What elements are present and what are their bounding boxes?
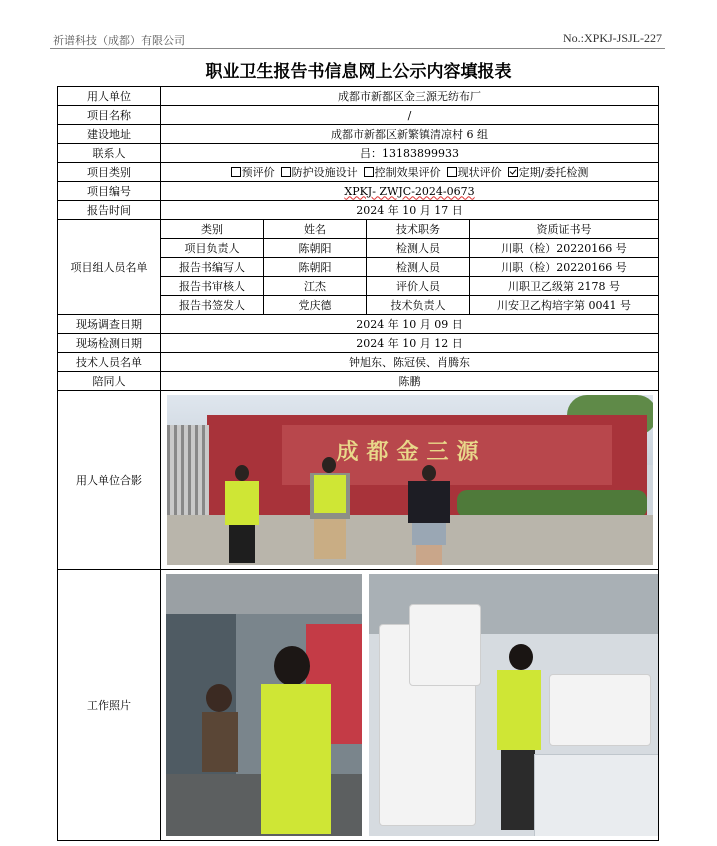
member-cert: 川职（检）20220166 号 (470, 258, 659, 277)
team-header-name: 姓名 (264, 220, 367, 239)
checkbox-icon (281, 167, 291, 177)
option-label: 现状评价 (457, 165, 502, 179)
option-status-evaluation[interactable] (447, 166, 502, 179)
technicians-value: 钟旭东、陈冠侯、肖腾东 (161, 353, 659, 372)
row-project-type (58, 163, 659, 182)
page-title: 职业卫生报告书信息网上公示内容填报表 (205, 62, 512, 82)
row-project-no (58, 182, 659, 201)
project-no-text: XPKJ- ZWJC-2024-0673 (344, 184, 475, 198)
report-date-value: 2024 年 10 月 17 日 (161, 201, 659, 220)
row-escort (58, 372, 659, 391)
work-photos-cell (161, 570, 659, 841)
row-employer (58, 87, 659, 106)
group-photo-label: 用人单位合影 (58, 391, 161, 570)
row-address (58, 125, 659, 144)
escort-label: 陪同人 (58, 372, 161, 391)
team-label: 项目组人员名单 (58, 220, 161, 315)
project-name-label: 项目名称 (58, 106, 161, 125)
member-category: 报告书签发人 (161, 296, 264, 315)
row-work-photos (58, 570, 659, 841)
inspection-date-value: 2024 年 10 月 12 日 (161, 334, 659, 353)
row-team-header (58, 220, 659, 239)
member-name: 江杰 (264, 277, 367, 296)
employer-value: 成都市新都区金三源无纺布厂 (161, 87, 659, 106)
employer-label: 用人单位 (58, 87, 161, 106)
member-title: 技术负责人 (367, 296, 470, 315)
option-label: 预评价 (241, 165, 275, 179)
header-divider (50, 48, 665, 49)
checkbox-icon (364, 167, 374, 177)
option-periodic-inspection[interactable] (508, 166, 589, 179)
group-photo (167, 395, 653, 565)
project-no-label: 项目编号 (58, 182, 161, 201)
company-name: 祈谱科技（成都）有限公司 (53, 34, 185, 47)
checkbox-icon (447, 167, 457, 177)
group-photo-cell (161, 391, 659, 570)
project-no-value (161, 182, 659, 201)
report-date-label: 报告时间 (58, 201, 161, 220)
option-label: 防护设施设计 (291, 165, 358, 179)
checked-checkbox-icon (508, 167, 518, 177)
member-name: 党庆德 (264, 296, 367, 315)
checkbox-icon (231, 167, 241, 177)
member-title: 检测人员 (367, 258, 470, 277)
work-photo-1 (166, 574, 362, 836)
address-value: 成都市新都区新繁镇清凉村 6 组 (161, 125, 659, 144)
row-project-name (58, 106, 659, 125)
option-label: 控制效果评价 (374, 165, 441, 179)
factory-sign: 成都金三源 (336, 440, 487, 465)
address-label: 建设地址 (58, 125, 161, 144)
project-name-value: / (161, 106, 659, 125)
survey-date-value: 2024 年 10 月 09 日 (161, 315, 659, 334)
member-category: 报告书审核人 (161, 277, 264, 296)
row-survey-date (58, 315, 659, 334)
option-label: 定期/委托检测 (518, 165, 589, 179)
member-cert: 川安卫乙构培字第 0041 号 (470, 296, 659, 315)
row-contact (58, 144, 659, 163)
team-header-title: 技术职务 (367, 220, 470, 239)
contact-value: 吕：13183899933 (161, 144, 659, 163)
row-report-date (58, 201, 659, 220)
survey-date-label: 现场调查日期 (58, 315, 161, 334)
contact-label: 联系人 (58, 144, 161, 163)
row-group-photo (58, 391, 659, 570)
member-cert: 川职（检）20220166 号 (470, 239, 659, 258)
option-protection-design[interactable] (281, 166, 358, 179)
option-control-effect[interactable] (364, 166, 441, 179)
member-cert: 川职卫乙级第 2178 号 (470, 277, 659, 296)
row-inspection-date (58, 334, 659, 353)
member-name: 陈朝阳 (264, 258, 367, 277)
member-title: 检测人员 (367, 239, 470, 258)
work-photos-label: 工作照片 (58, 570, 161, 841)
member-name: 陈朝阳 (264, 239, 367, 258)
member-title: 评价人员 (367, 277, 470, 296)
escort-value: 陈鹏 (161, 372, 659, 391)
team-header-category: 类别 (161, 220, 264, 239)
document-number: No.:XPKJ-JSJL-227 (562, 31, 662, 45)
project-type-label: 项目类别 (58, 163, 161, 182)
member-category: 报告书编写人 (161, 258, 264, 277)
work-photo-2 (369, 574, 658, 836)
row-technicians (58, 353, 659, 372)
inspection-date-label: 现场检测日期 (58, 334, 161, 353)
member-category: 项目负责人 (161, 239, 264, 258)
technicians-label: 技术人员名单 (58, 353, 161, 372)
disclosure-form-table (57, 86, 659, 841)
project-type-options (161, 163, 659, 182)
option-pre-evaluation[interactable] (231, 166, 275, 179)
team-header-cert: 资质证书号 (470, 220, 659, 239)
